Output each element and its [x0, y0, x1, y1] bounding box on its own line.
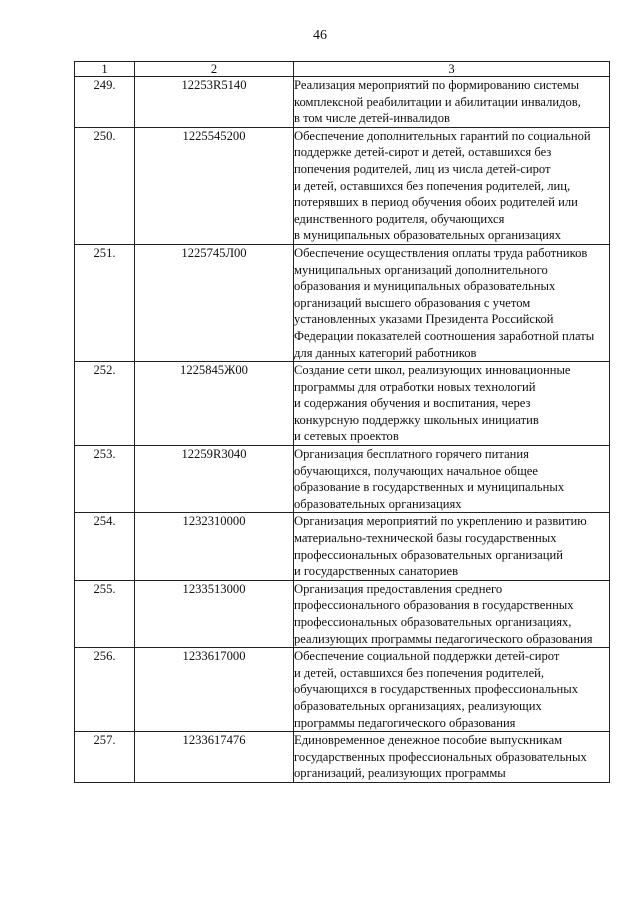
table-header-row [75, 62, 610, 77]
row-number: 254. [75, 513, 135, 580]
description-line: конкурсную поддержку школьных инициатив [294, 412, 539, 427]
budget-code: 1233513000 [135, 580, 294, 647]
description-line: обучающихся в государственных профессиональных [294, 682, 579, 697]
budget-code: 1233617000 [135, 648, 294, 732]
description-line: Организация мероприятий по укреплению и развитию [294, 514, 587, 529]
description-line: обучающихся, получающих начальное общее [294, 463, 538, 478]
table-row [75, 244, 610, 361]
table-row [75, 362, 610, 446]
table-row [75, 127, 610, 244]
description-line: Обеспечение социальной поддержки детей-сирот [294, 649, 560, 664]
description-line: государственных профессиональных образовательных [294, 749, 587, 764]
description-line: Создание сети школ, реализующих инновационные [294, 363, 571, 378]
table-row [75, 513, 610, 580]
description-line: образовательных организациях [294, 496, 462, 511]
description-line: Обеспечение осуществления оплаты труда работников [294, 245, 588, 260]
description-cell [294, 77, 610, 128]
row-number: 250. [75, 127, 135, 244]
description-line: профессиональных образовательных организациях, [294, 615, 572, 629]
description-line: материально-технической базы государственных [294, 531, 557, 546]
description-line: и содержания обучения и воспитания, через [294, 396, 531, 411]
budget-code: 12259R3040 [135, 446, 294, 513]
description-line: в муниципальных образовательных организациях [294, 228, 561, 243]
description-line: организаций, реализующих программы [294, 766, 506, 781]
description-line: муниципальных организаций дополнительного [294, 262, 548, 277]
description-line: образования и муниципальных образовательных [294, 279, 556, 294]
description-line: в том числе детей-инвалидов [294, 111, 450, 126]
page-number: 46 [313, 28, 327, 43]
description-line: для данных категорий работников [294, 345, 477, 360]
description-cell [294, 446, 610, 513]
row-number: 249. [75, 77, 135, 128]
column-header-2: 2 [135, 62, 294, 77]
description-line: Организация предоставления среднего [294, 581, 503, 596]
description-line: образовательных организациях, реализующих [294, 698, 542, 713]
row-number: 256. [75, 648, 135, 732]
description-cell [294, 513, 610, 580]
row-number: 252. [75, 362, 135, 446]
description-line: образование в государственных и муниципальных [294, 480, 565, 495]
budget-code-table [74, 61, 610, 783]
table-row [75, 77, 610, 128]
description-line: поддержке детей-сирот и детей, оставшихся без [294, 145, 552, 160]
table-row [75, 732, 610, 783]
description-line: профессионального образования в государственных [294, 598, 574, 613]
table-body [75, 77, 610, 783]
column-header-3: 3 [294, 62, 610, 77]
description-line: и государственных санаториев [294, 564, 459, 579]
row-number: 251. [75, 244, 135, 361]
description-line: комплексной реабилитации и абилитации инвалидов, [294, 94, 581, 109]
description-cell [294, 127, 610, 244]
description-cell [294, 732, 610, 783]
description-cell [294, 648, 610, 732]
description-cell [294, 362, 610, 446]
description-line: попечения родителей, лиц из числа детей-сирот [294, 161, 551, 176]
description-line: единственного родителя, обучающихся [294, 211, 505, 226]
row-number: 257. [75, 732, 135, 783]
budget-code: 12253R5140 [135, 77, 294, 128]
description-line: реализующих программы педагогического образования [294, 631, 593, 646]
description-line: Реализация мероприятий по формированию системы [294, 78, 580, 92]
table-row [75, 648, 610, 732]
budget-code: 1225545200 [135, 127, 294, 244]
row-number: 255. [75, 580, 135, 647]
budget-code: 1232310000 [135, 513, 294, 580]
table-row [75, 446, 610, 513]
description-cell [294, 580, 610, 647]
description-line: установленных указами Президента Российской [294, 312, 554, 327]
description-line: программы для отработки новых технологий [294, 379, 536, 394]
description-line: и детей, оставшихся без попечения родителей, лиц, [294, 178, 571, 193]
description-line: Федерации показателей соотношения заработной платы [294, 328, 595, 343]
column-header-1: 1 [75, 62, 135, 77]
description-line: Организация бесплатного горячего питания [294, 447, 529, 462]
row-number: 253. [75, 446, 135, 513]
budget-code: 1225745Л00 [135, 244, 294, 361]
budget-code: 1233617476 [135, 732, 294, 783]
description-cell [294, 244, 610, 361]
description-line: и детей, оставшихся без попечения родителей, [294, 665, 545, 680]
description-line: профессиональных образовательных организаций [294, 547, 563, 562]
table-row [75, 580, 610, 647]
budget-code: 1225845Ж00 [135, 362, 294, 446]
description-line: программы педагогического образования [294, 715, 516, 730]
description-line: организаций высшего образования с учетом [294, 295, 531, 310]
description-line: Единовременное денежное пособие выпускникам [294, 733, 563, 748]
description-line: и сетевых проектов [294, 429, 399, 444]
description-line: потерявших в период обучения обоих родителей или [294, 195, 578, 210]
description-line: Обеспечение дополнительных гарантий по социальной [294, 128, 591, 143]
